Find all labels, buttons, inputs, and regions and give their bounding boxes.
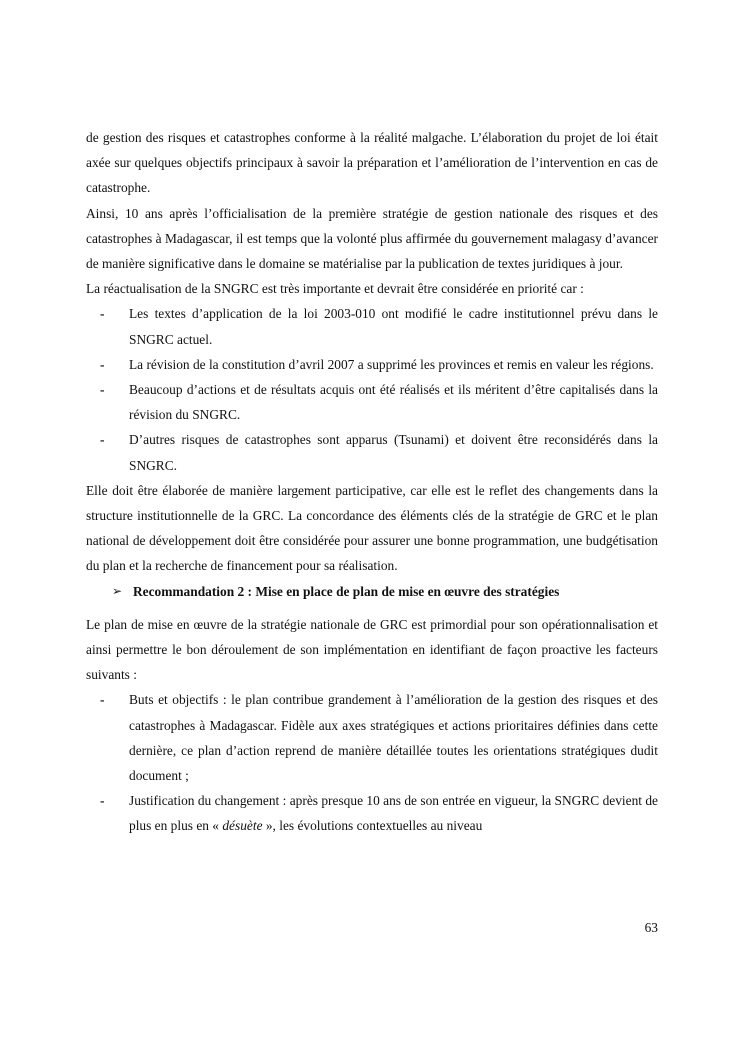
list-item-text: D’autres risques de catastrophes sont apparus (Tsunami) et doivent être reconsidérés dans la SNGRC. (129, 432, 658, 473)
list-item-text: La révision de la constitution d’avril 2007 a supprimé les provinces et remis en valeur les régions. (129, 356, 654, 372)
dash-bullet: - (100, 793, 105, 809)
dash-bullet: - (100, 432, 105, 448)
list-item (86, 377, 658, 427)
list-item-text (129, 793, 658, 833)
list-item-text-start: Justification du changement : après presque 10 ans de son entrée en vigueur, la SNGRC devient de plus en plus en « (129, 793, 658, 834)
list-item (86, 352, 658, 377)
arrow-bullet-icon: ➢ (112, 583, 123, 598)
recommendation-title: Recommandation 2 : Mise en place de plan de mise en œuvre des stratégies (133, 583, 560, 599)
page-number: 63 (644, 920, 658, 935)
list-item-text-end: », les évolutions contextuelles au niveau (262, 818, 483, 834)
dash-bullet: - (100, 692, 105, 708)
paragraph-reactualisation: La réactualisation de la SNGRC est très importante et devrait être considérée en priorité car : (86, 281, 584, 297)
recommendation-heading (86, 579, 658, 604)
factors-list (86, 687, 658, 838)
document-body (86, 125, 658, 839)
dash-bullet: - (100, 306, 105, 322)
list-item (86, 427, 658, 477)
dash-bullet: - (100, 356, 105, 372)
reasons-list (86, 301, 658, 477)
list-item (86, 687, 658, 788)
paragraph-participative: Elle doit être élaborée de manière largement participative, car elle est le reflet des changements dans la structure institutionnelle de la GRC. La concordance des éléments clés de la stratégie de GRC et le plan national de développement doit être considérée pour assurer une bonne programmation, une budgétisation du plan et la recherche de financement pour sa réalisation. (86, 482, 658, 574)
list-item (86, 301, 658, 351)
dash-bullet: - (100, 382, 105, 398)
paragraph-intro: de gestion des risques et catastrophes conforme à la réalité malgache. L’élaboration du projet de loi était axée sur quelques objectifs principaux à savoir la préparation et l’amélioration de l’intervention en cas de catastrophe. (86, 130, 658, 196)
list-item-text: Buts et objectifs : le plan contribue grandement à l’amélioration de la gestion des risques et des catastrophes à Madagascar. Fidèle aux axes stratégiques et actions prioritaires définies dans cette dernière, ce plan d’action reprend de manière détaillée toutes les orientations stratégiques dudit document ; (129, 692, 658, 784)
paragraph-ainsi: Ainsi, 10 ans après l’officialisation de la première stratégie de gestion nationale des risques et des catastrophes à Madagascar, il est temps que la volonté plus affirmée du gouvernement malagasy d’avancer de manière significative dans le domaine se matérialise par la publication de textes juridiques à jour. (86, 205, 658, 272)
list-item (86, 788, 658, 838)
list-item-text: Beaucoup d’actions et de résultats acquis ont été réalisés et ils méritent d’être capitalisés dans la révision du SNGRC. (129, 382, 658, 423)
emphasis-desuete: désuète (222, 818, 263, 834)
paragraph-plan: Le plan de mise en œuvre de la stratégie nationale de GRC est primordial pour son opérationnalisation et ainsi permettre le bon déroulement de son implémentation en identifiant de façon proactive les facteurs suivants : (86, 616, 658, 683)
list-item-text: Les textes d’application de la loi 2003-010 ont modifié le cadre institutionnel prévu dans le SNGRC actuel. (129, 306, 658, 347)
